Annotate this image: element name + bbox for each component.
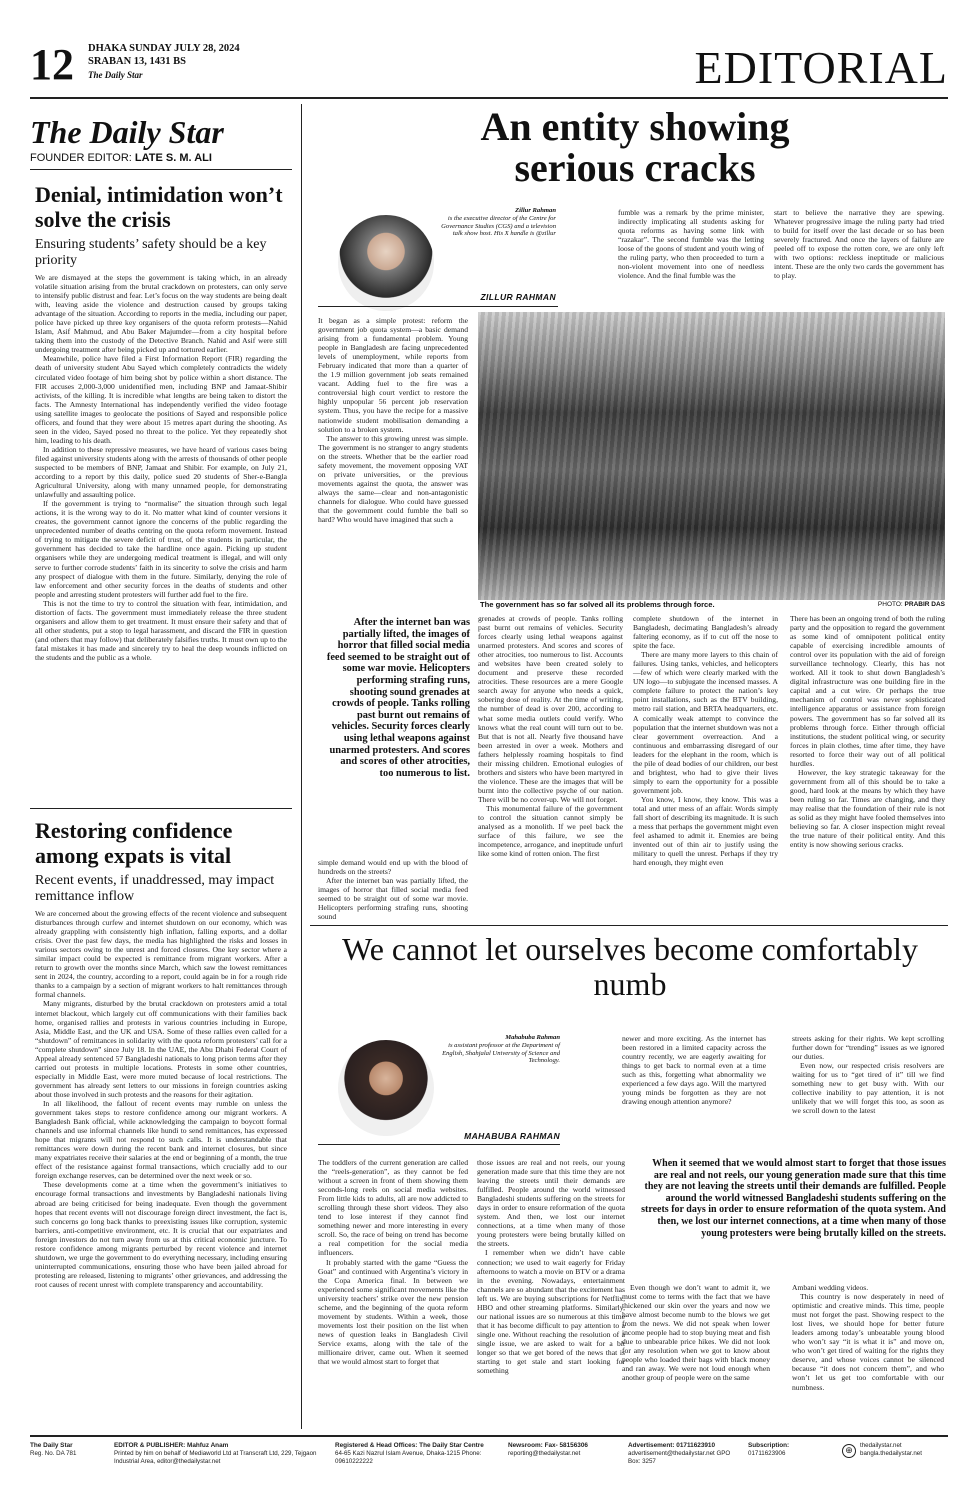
author-2-rule [318, 1144, 560, 1145]
article-1-para: There has been an ongoing trend of both the ruling party and the opposition to regard the government as some kind of omnipotent political entity capable of exercising incredible amounts of control over its population with the aid of foreign surveillance technology. Clearly, this has not worked. All it took to shut down Bangladesh’s digital infrastructure was one building fire in the capital and a cut wire. Or perhaps the true mechanism of control was never sophisticated intelligence apparatus or assistance from foreign powers. The government has so far solved all its problems through force. Either through official institutions, the student political wing, or security forces in plain clothes, time after time, they have resorted to force their way out of all political hurdles. [790, 614, 945, 768]
article-1-col4 [790, 614, 945, 849]
article-2-para: This country is now desperately in need of optimistic and creative minds. This time, people must not forget the past. Showing respect to the lost lives, we should hope for better future leaders among today’s unbeatable young blood who won’t say “it is what it is” and move on, who won’t get tired of waiting for the rights they deserve, and whose voices cannot be silenced because “it does not concern them”, and who won’t let us get too comfortable with our numbness. [792, 1292, 944, 1392]
author-1-rule [318, 306, 558, 307]
article-1-headline: An entity showing serious cracks [480, 104, 790, 190]
author-1-photo [338, 215, 434, 311]
article-2-para: It probably started with the game “Guess the Goat” and continued with Argentina’s victory in the Copa America final. In between we experienced some significant movements like the university teachers’ strike over the new pension scheme, and the beginning of the quota reform movement by students. Within a week, those movements lost their position on the list when news of question leaks in Bangladesh Civil Service exams, along with the tale of the millionaire driver, came out. When it seemed that we would almost start to forget that [318, 1257, 468, 1367]
footer-rule [30, 1435, 948, 1437]
article-1-para: You know, I know, they know. This was a total and utter mess of an affair. Words simply fall short of describing its magnitude. It is such a mess that perhaps the government might even feel ashamed to admit it. Enemies are being invented out of thin air to justify using the military to quell the unrest. Perhaps if they try hard enough, they might even [633, 794, 778, 868]
author-2-bio: Mahabuba Rahman is assistant professor at the Department of English, Shahjalal University of Science and Technology. [442, 1034, 560, 1065]
daily-star-logo: The Daily Star [30, 114, 224, 150]
article-2-headline: We cannot let ourselves become comfortably numb [342, 931, 918, 1002]
article-1-para: complete shutdown of the internet in Bangladesh, decimating Bangladesh’s already faltering economy, as if to cut off the nose to spite the face. [633, 614, 778, 651]
editorial-2-para: These developments come at a time when the government’s initiatives to encourage formal transactions and investments by Bangladeshi nationals living abroad are being criticised for being inadequate. Even though the government hopes that recent events will not discourage foreign direct investment, the fact is, such concerns go long back thanks to preexisting issues like corruption, systemic barriers, anti-competitive environment, etc. It is crucial that our expatriates and foreign investors do not turn away from us at this critical economic juncture. To restore confidence among migrants perturbed by recent violence and internet shutdown, we urge the government to do everything necessary, including ensuring uninterrupted communications, ensuring those who have been jailed abroad for protesting are released, listening to migrants’ other grievances, and addressing the root causes of recent unrest with complete transparency and accountability. [35, 1180, 287, 1289]
editorial-2-subhead: Recent events, if unaddressed, may impact remittance inflow [35, 873, 275, 904]
editorial-1-subhead: Ensuring students’ safety should be a key priority [35, 237, 267, 268]
left-column-rule [301, 104, 302, 1429]
editorial-1-para: If the government is trying to “normalise” the situation through such legal actions, it is the wrong way to do it. No matter what kind of counter versions it creates, the government cannot ignore the concerns of the public regarding the unprecedented number of deaths centring on the quota reform movement. Instead of trying to mitigate the severe deficit of trust, of the students in particular, the government has decided to take the hardline once again. Picking up student organisers while they are undergoing medical treatment is illegal, and will only serve to further corrode students’ faith in its sincerity to solve the crisis and harm any prospect of dialogue with them in the future. Similarly, denying the role of law enforcement and other security forces in the deaths of students and other people and arresting student protesters will further add fuel to the fire. [35, 499, 287, 599]
article-1-para: It began as a simple protest: reform the government job quota system—a basic demand arising from a fundamental problem. Young people in Bangladesh are facing unprecedented levels of unemployment, while reports from February indicated that more than a quarter of the 1.9 million government job seats remained vacant. Adding fuel to the fire was a controversial high court verdict to restore the highly unpopular 56 percent job reservation system. Thus, you have the recipe for a massive nationwide student mobilisation demanding a solution to a broken system. [318, 316, 468, 434]
footer-websites [860, 1442, 950, 1458]
article-1-para: The answer to this growing unrest was simple. The government is no stranger to angry students on the streets. Whether that be the earlier road safety movement, the movement opposing VAT on private universities, or the previous movements against the quota, the answer was always the same—clear and non-antagonistic channels for dialogue. Who could have guessed that the government could fumble the ball so hard? Who would have imagined that such a [318, 433, 468, 525]
article-2-para: Ambani wedding videos. [792, 1283, 869, 1292]
article-1-col3 [633, 614, 778, 867]
footer-col-editor: EDITOR & PUBLISHER: Mahfuz Anam Printed by him on behalf of Mediaworld Ltd at Transcraft Ltd, 229, Tejgaon Industrial Area, editor@thedailystar.net [114, 1442, 317, 1465]
footer [30, 1442, 948, 1472]
header-rule [30, 97, 948, 99]
footer-col-subscription: Subscription: 01711623906 [748, 1442, 790, 1457]
article-2-para: I remember when we didn’t have cable connection; we used to wait eagerly for Friday afternoons to watch a movie on BTV or a drama in the evening. Nowadays, entertainment channels are so abundant that the excitement has left us. We are buying subscriptions for Netflix, HBO and other streaming platforms. Similarly, our national issues are so numerous at this time that it has become difficult to pay attention to a single one. Without reaching the resolution of a single issue, we are asked to wait for a bit longer so that we get bored of the news that is starting to get stale and start looking for something [477, 1248, 625, 1376]
masthead [30, 114, 292, 164]
article-2-para: those issues are real and not reels, our young generation made sure that this time they are not leaving the streets until their demands are fulfilled. People around the world witnessed Bangladeshi students suffering on the streets for days in order to ensure reformation of the quota system. And then, we lost our internet connections, at a time when many of those young protesters were being brutally killed on the streets. [477, 1158, 625, 1249]
bangla-date: SRABAN 13, 1431 BS [88, 56, 187, 67]
author-1-bio: Zillur Rahman is the executive director of the Centre for Governance Studies (CGS) and a television talk show host. His X handle is @zillur [441, 207, 556, 238]
paper-small-logo: The Daily Star [88, 70, 143, 80]
editorial-2-para: In all likelihood, the fallout of recent events may rumble on unless the government takes steps to restore confidence among our migrant workers. A Bangladesh Bank official, while acknowledging the campaign to boycott formal channels and use informal channels like hundi to send remittances, has expressed hope that migrants will not respond to such calls. It is understandable that remittances were down during the recent bank and internet closures, but since many expatriates receive their salaries at the end or beginning of a month, the true effect of the resistance against formal transactions, which crucially add to our foreign exchange reserves, can be determined over the next week or so. [35, 1098, 287, 1181]
article-2-para: The toddlers of the current generation are called the “reels-generation”, as they cannot be fed without a screen in front of them showing them seconds-long reels on social media websites. From little kids to adults, all are now addicted to scrolling through these short videos. They also tend to lose interest if they cannot find something newer and more interesting in every scroll. So, the race of being on trend has become a real competition for the social media influencers. [318, 1158, 468, 1258]
article-2-para: Even now, our respected crisis resolvers are waiting for us to “get tired of it” till we find something new to get busy with. With our collective inability to pay attention, it is not unlikely that we will forget this too, as soon as we scroll down to the latest [792, 1061, 944, 1116]
footer-col-newsroom: Newsroom: Fax- 58156306 reporting@thedailystar.net [508, 1442, 588, 1457]
editorial-2 [35, 818, 287, 1289]
footer-col-advertisement: Advertisement: 01711623910 advertisement@thedailystar.net GPO Box: 3257 [628, 1442, 731, 1465]
article-1-top-col3: fumble was a remark by the prime minister, indirectly implicating all students asking for quota reforms as having some link with “razakar”. The second fumble was the letting loose of the goons of student and youth wing of the ruling party, who then proceeded to turn a non-violent movement into one of needless violence. And the final fumble was the [618, 208, 764, 281]
footer-col-paper: The Daily Star Reg. No. DA 781 [30, 1442, 77, 1457]
editorial-2-headline: Restoring confidence among expats is vital [35, 818, 233, 868]
photo-caption: The government has so far solved all its problems through force. [480, 600, 715, 609]
page-number: 12 [30, 40, 74, 89]
article-1-para: simple demand would end up with the blood of hundreds on the streets? [318, 858, 468, 877]
section-title: EDITORIAL [694, 42, 948, 93]
editorial-2-para: Many migrants, disturbed by the brutal crackdown on protesters amid a total internet blackout, which largely cut off communications with their families back home, organised rallies and protests in various countries including in Europe, Asia, Middle East, and the UK and USA. Some of these rallies even called for a “shutdown” of remittances in solidarity with the quota reform protesters’ call for a “complete shutdown” since July 18. In the UAE, the Abu Dhabi Federal Court of Appeal already sentenced 57 Bangladeshi nationals to long prison terms after they carried out protests in multiple locations. Protests in some other countries, especially in Middle East, were more muted because of local restrictions. The government has already sent letters to our missions in foreign countries asking about those involved in such protests and the reasons for their agitation. [35, 999, 287, 1099]
article-1-para: After the internet ban was partially lifted, the images of horror that filled social media feed seemed to be straight out of some war movie. Helicopters performing strafing runs, shooting sound [318, 876, 468, 922]
website-link[interactable]: bangla.thedailystar.net [860, 1450, 922, 1457]
article-2-top-col4 [792, 1034, 944, 1115]
footer-col-office: Registered & Head Offices: The Daily Star Centre 64-65 Kazi Nazrul Islam Avenue, Dhaka-1215 Phone: 09610222222 [335, 1442, 484, 1465]
website-link[interactable]: thedailystar.net [860, 1442, 902, 1449]
article-1-pull-quote: After the internet ban was partially lifted, the images of horror that filled social media feed seemed to be straight out of some war movie. Helicopters performing strafing runs, shooting sound grenades at crowds of people. Tanks rolling past burnt out remains of vehicles. Security forces clearly using lethal weapons against unarmed protesters. And scores and scores of other atrocities, too numerous to list. [326, 617, 470, 779]
article-2-col2 [477, 1158, 625, 1375]
article-1-para: However, the key strategic takeaway for the government from all of this should be to take a good, hard look at the means by which they have been ruling so far. Times are changing, and they may realise that the foundation of their rule is not as solid as they might have fooled themselves into believing so far. A closer inspection might reveal the true nature of their political entity. And this entity is now showing serious cracks. [790, 767, 945, 850]
editorial-1-para: This is not the time to try to control the situation with fear, intimidation, and distortion of facts. The government must immediately release the three student organisers and allow them to get treatment. It must ensure their safety and that of all other students, put a stop to legal harassment, and discard the FIR in question (and others that may follow) that deliberately falsifies truths. It must own up to the fatal mistakes it has made and sincerely try to heal the deep wounds inflicted on the students and the public as a whole. [35, 598, 287, 662]
article-2-col4 [792, 1283, 944, 1392]
editorial-2-para: We are concerned about the growing effects of the recent violence and subsequent disturbances through curfew and internet shutdown on our economy, which was already grappling with consistently high inflation, falling exports, and a dollar crisis. Over the past few days, the media has highlighted the risks and losses in various sectors owing to the unrest and forced closures. One key sector where a similar impact could be expected is remittance from migrant workers. After a return to growth over the months since March, which saw the lowest remittances sent in 2024, the country, according to a report, could again be in for a rough ride thanks to a campaign by a section of migrant workers to halt remittances through formal channels. [35, 909, 287, 1000]
author-2-photo [338, 1040, 434, 1136]
author-2-name: MAHABUBA RAHMAN [464, 1131, 560, 1141]
globe-icon: ⊕ [842, 1444, 856, 1458]
date-line: DHAKA SUNDAY JULY 28, 2024 [88, 43, 240, 54]
photo-credit: PHOTO: PRABIR DAS [877, 601, 945, 608]
article-1-col1b [318, 858, 468, 921]
editorial-1 [35, 182, 287, 662]
article-1-top-col4: start to believe the narrative they are spewing. Whatever progressive image the ruling party had tried to build for itself over the last decade or so has been severely fractured. And once the layers of failure are peeled off to expose the rotten core, we are only left with two options: reckless ineptitude or malicious intent. These are the only two cards the government has to play. [774, 208, 944, 281]
editorial-1-headline: Denial, intimidation won’t solve the crisis [35, 182, 283, 232]
article-1-para: There are many more layers to this chain of failures. Using tanks, vehicles, and helicopters—few of which were clearly marked with the UN logo—to subjugate the incensed masses. A complete failure to protect the nation’s key point installations, such as the BTV building, metro rail station, and BRTA headquarters, etc. A comically weak attempt to convince the population that the internet shutdown was not a clear government overreaction. And a continuous and embarrassing disregard of our leaders for the elephant in the room, which is the pile of dead bodies of our children, our best and brightest, who had to give their lives simply to earn the opportunity for a possible government job. [633, 650, 778, 795]
article-1-para: grenades at crowds of people. Tanks rolling past burnt out remains of vehicles. Security forces clearly using lethal weapons against unarmed protesters. And scores and scores of other atrocities, too numerous to list. Accounts and websites have been created solely to document and preserve these recorded atrocities. These resources are a mere Google search away for anyone who needs a quick, sobering dose of reality. At the time of writing, the number of dead is over 200, according to what some media outlets could verify. Who knows what the real count will turn out to be. But that is not all. Nearly five thousand have been arrested in over a week. Mothers and fathers helplessly roaming hospitals to find their missing children. Emotional eulogies of brothers and sisters who have been martyred in the violence. These are the images that will be burnt into the collective psyche of our nation. There will be no cover-up. We will not forget. [478, 614, 623, 804]
editorial-1-para: Meanwhile, police have filed a First Information Report (FIR) regarding the death of university student Abu Sayed which completely contradicts the widely circulated video footage of him being shot by police within a short distance. The FIR accuses 2,000-3,000 unidentified men, including BNP and Jamaat-Shibir activists, of the killing. It is incredible what lengths are being taken to distort the facts. The Amnesty International has independently verified the video footage using satellite images to geolocate the positions of Sayed and responsible police officers, and found that they were about 15 metres apart during the shooting. As seen in the video, Sayed posed no threat to the police. Yet they repeatedly shot him, leading to his death. [35, 354, 287, 445]
article-1-col1 [318, 316, 468, 524]
founder-line: FOUNDER EDITOR: LATE S. M. ALI [30, 152, 212, 164]
editorial-1-para: In addition to these repressive measures, we have heard of various cases being filed against university students along with the arrests of thousands of other people suspected to be members of BNP, Jamaat and Shibir. For example, on July 21, according to a report by this daily, police sued 20 students of Sher-e-Bangla Agricultural University, along with many unnamed people, for demonstrating unlawfully and assaulting police. [35, 444, 287, 500]
article-1-para: This monumental failure of the government to control the situation cannot simply be analysed as a monolith. If we peel back the surface of this failure, we see the incompetence, arrogance, and ineptitude unfurl like some kind of rotten onion. The first [478, 803, 623, 859]
article-2-pull-quote: When it seemed that we would almost start to forget that those issues are real and not reels, our young generation made sure that this time they are not leaving the streets until their demands are fulfilled. People around the world witnessed Bangladeshi students suffering on the streets for days in order to ensure reformation of the quota system. And then, we lost our internet connections, at a time when many of those young protesters were being brutally killed on the streets. [641, 1158, 946, 1239]
editorial-divider [30, 808, 292, 809]
page-header [30, 40, 948, 96]
editorial-1-para: We are dismayed at the steps the government is taking which, in an already volatile situation arising from the brutal crackdown on protesters, can only serve to intensify public distrust and fear. Let’s focus on the way students are being dealt with, leaving aside the violence and destruction caused by groups taking advantage of the situation. According to reports in the media, including our paper, police have picked up three key organisers of the quota reform protests—Nahid Islam, Asif Mahmud, and Abu Baker Majumder—from a city hospital before taking them into the custody of the Detective Branch. Nahid and Asif were still undergoing treatment after being picked up and tortured earlier. [35, 273, 287, 355]
article-2-col1 [318, 1158, 468, 1366]
article-1-col2 [478, 614, 623, 858]
masthead-rule [30, 169, 292, 170]
protest-photo [478, 312, 945, 600]
article-2-top-col3: newer and more exciting. As the internet has been restored in a limited capacity across the country recently, we are eagerly awaiting for things to get back to normal even at a time such as this, forgetting what abnormality we experienced a few days ago. Will the martyred young minds be forgotten as they are not drawing enough attention anymore? [622, 1034, 766, 1107]
article-2-para: streets asking for their rights. We kept scrolling further down for “trending” issues as we ignored our duties. [792, 1034, 944, 1062]
article-2-col3: Even though we don’t want to admit it, we must come to terms with the fact that we have thickened our skin over the years and now we have almost become numb to the blows we get from the news. We did not speak when lower income people had to stop buying meat and fish due to unbearable price hikes. We did not look for any resolution when we got to know about people who loaded their bags with black money and ran away. We were not loud enough when another group of people were on the same [622, 1283, 770, 1383]
article-divider [310, 925, 948, 926]
author-1-name: ZILLUR RAHMAN [480, 292, 556, 302]
